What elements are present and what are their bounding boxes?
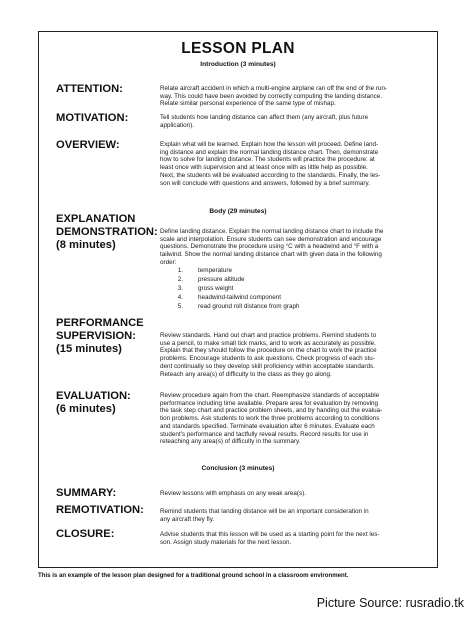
lesson-plan-document — [38, 31, 438, 568]
conclusion-heading: Conclusion (3 minutes) — [201, 465, 275, 472]
body-heading: Body (29 minutes) — [209, 208, 267, 215]
picture-source-watermark: Picture Source: rusradio.tk — [316, 596, 464, 610]
step-text: headwind-tailwind component — [198, 294, 281, 301]
performance-text: Review standards. Hand out chart and practice problems. Remind students to use a pencil, to make small tick marks, and to work as accurately as possible. Explain that they should follow the procedure on the chart to work the practice problems. Encourage students to ask questions. Check progress of each stu- dent continually so they develop skill proficiency within acceptable standards. Reteach any area(s) of difficulty to the class as they go along. — [160, 332, 377, 378]
evaluation-label: EVALUATION: (6 minutes) — [56, 390, 131, 415]
step-text: temperature — [198, 267, 232, 274]
performance-supervision-label: PERFORMANCE SUPERVISION: (15 minutes) — [56, 317, 144, 355]
closure-text: Advise students that this lesson will be used as a starting point for the next les- son. Assign study materials for the next lesson. — [160, 531, 380, 546]
closure-label: CLOSURE: — [56, 528, 115, 540]
step-text: pressure altitude — [198, 276, 245, 283]
step-number: 3. — [177, 285, 183, 292]
figure-caption: This is an example of the lesson plan designed for a traditional ground school in a classroom environment. — [38, 572, 349, 579]
summary-label: SUMMARY: — [56, 487, 117, 499]
evaluation-text: Review procedure again from the chart. Reemphasize standards of acceptable performance including time available. Prepare area for evaluation by removing the task step chart and practice problem sheets, and by handing out the evalua- tion problems. Ask students to work the three problems according to conditions and standards specified. Terminate evaluation after 6 minutes. Evaluate each student's performance and tactfully reveal results. Record results for use in reteaching any area(s) of difficulty in the summary. — [160, 392, 383, 446]
introduction-heading: Introduction (3 minutes) — [200, 61, 276, 68]
step-number: 5. — [177, 303, 183, 310]
overview-label: OVERVIEW: — [56, 139, 120, 151]
step-number: 4. — [177, 294, 183, 301]
overview-text: Explain what will be learned. Explain how the lesson will proceed. Define land- ing distance and explain the normal landing distance chart. Then, demonstrate how to solve for landing distance. The students will practice the procedure: at least once with supervision and at least once with as little help as possible. Next, the students will be evaluated according to the standards. Finally, the les- son will conclude with questions and answers, followed by a brief summary. — [160, 141, 381, 187]
step-number: 1. — [177, 267, 183, 274]
attention-text: Relate aircraft accident in which a multi-engine airplane ran off the end of the run- way. This could have been avoided by correctly computing the landing distance. Relate similar personal experience of the same type of mishap. — [160, 85, 388, 108]
motivation-text: Tell students how landing distance can affect them (any aircraft, plus future application). — [160, 114, 369, 129]
remotivation-text: Remind students that landing distance will be an important consideration in any aircraft they fly. — [160, 508, 369, 523]
remotivation-label: REMOTIVATION: — [56, 504, 144, 516]
explanation-demonstration-label: EXPLANATION DEMONSTRATION: (8 minutes) — [56, 213, 158, 251]
attention-label: ATTENTION: — [56, 83, 123, 95]
page-title: LESSON PLAN — [181, 40, 295, 57]
explanation-text: Define landing distance. Explain the normal landing distance chart to include the scale and interpolation. Ensure students can see demonstration and encourage questions. Demonstrate the procedure using °C with a headwind and °F with a tailwind. Show the normal landing distance chart with given data in the following order: — [160, 228, 384, 266]
step-text: read ground roll distance from graph — [198, 303, 300, 310]
step-text: gross weight — [198, 285, 234, 292]
summary-text: Review lessons with emphasis on any weak area(s). — [160, 490, 306, 497]
motivation-label: MOTIVATION: — [56, 112, 129, 124]
step-number: 2. — [177, 276, 183, 283]
